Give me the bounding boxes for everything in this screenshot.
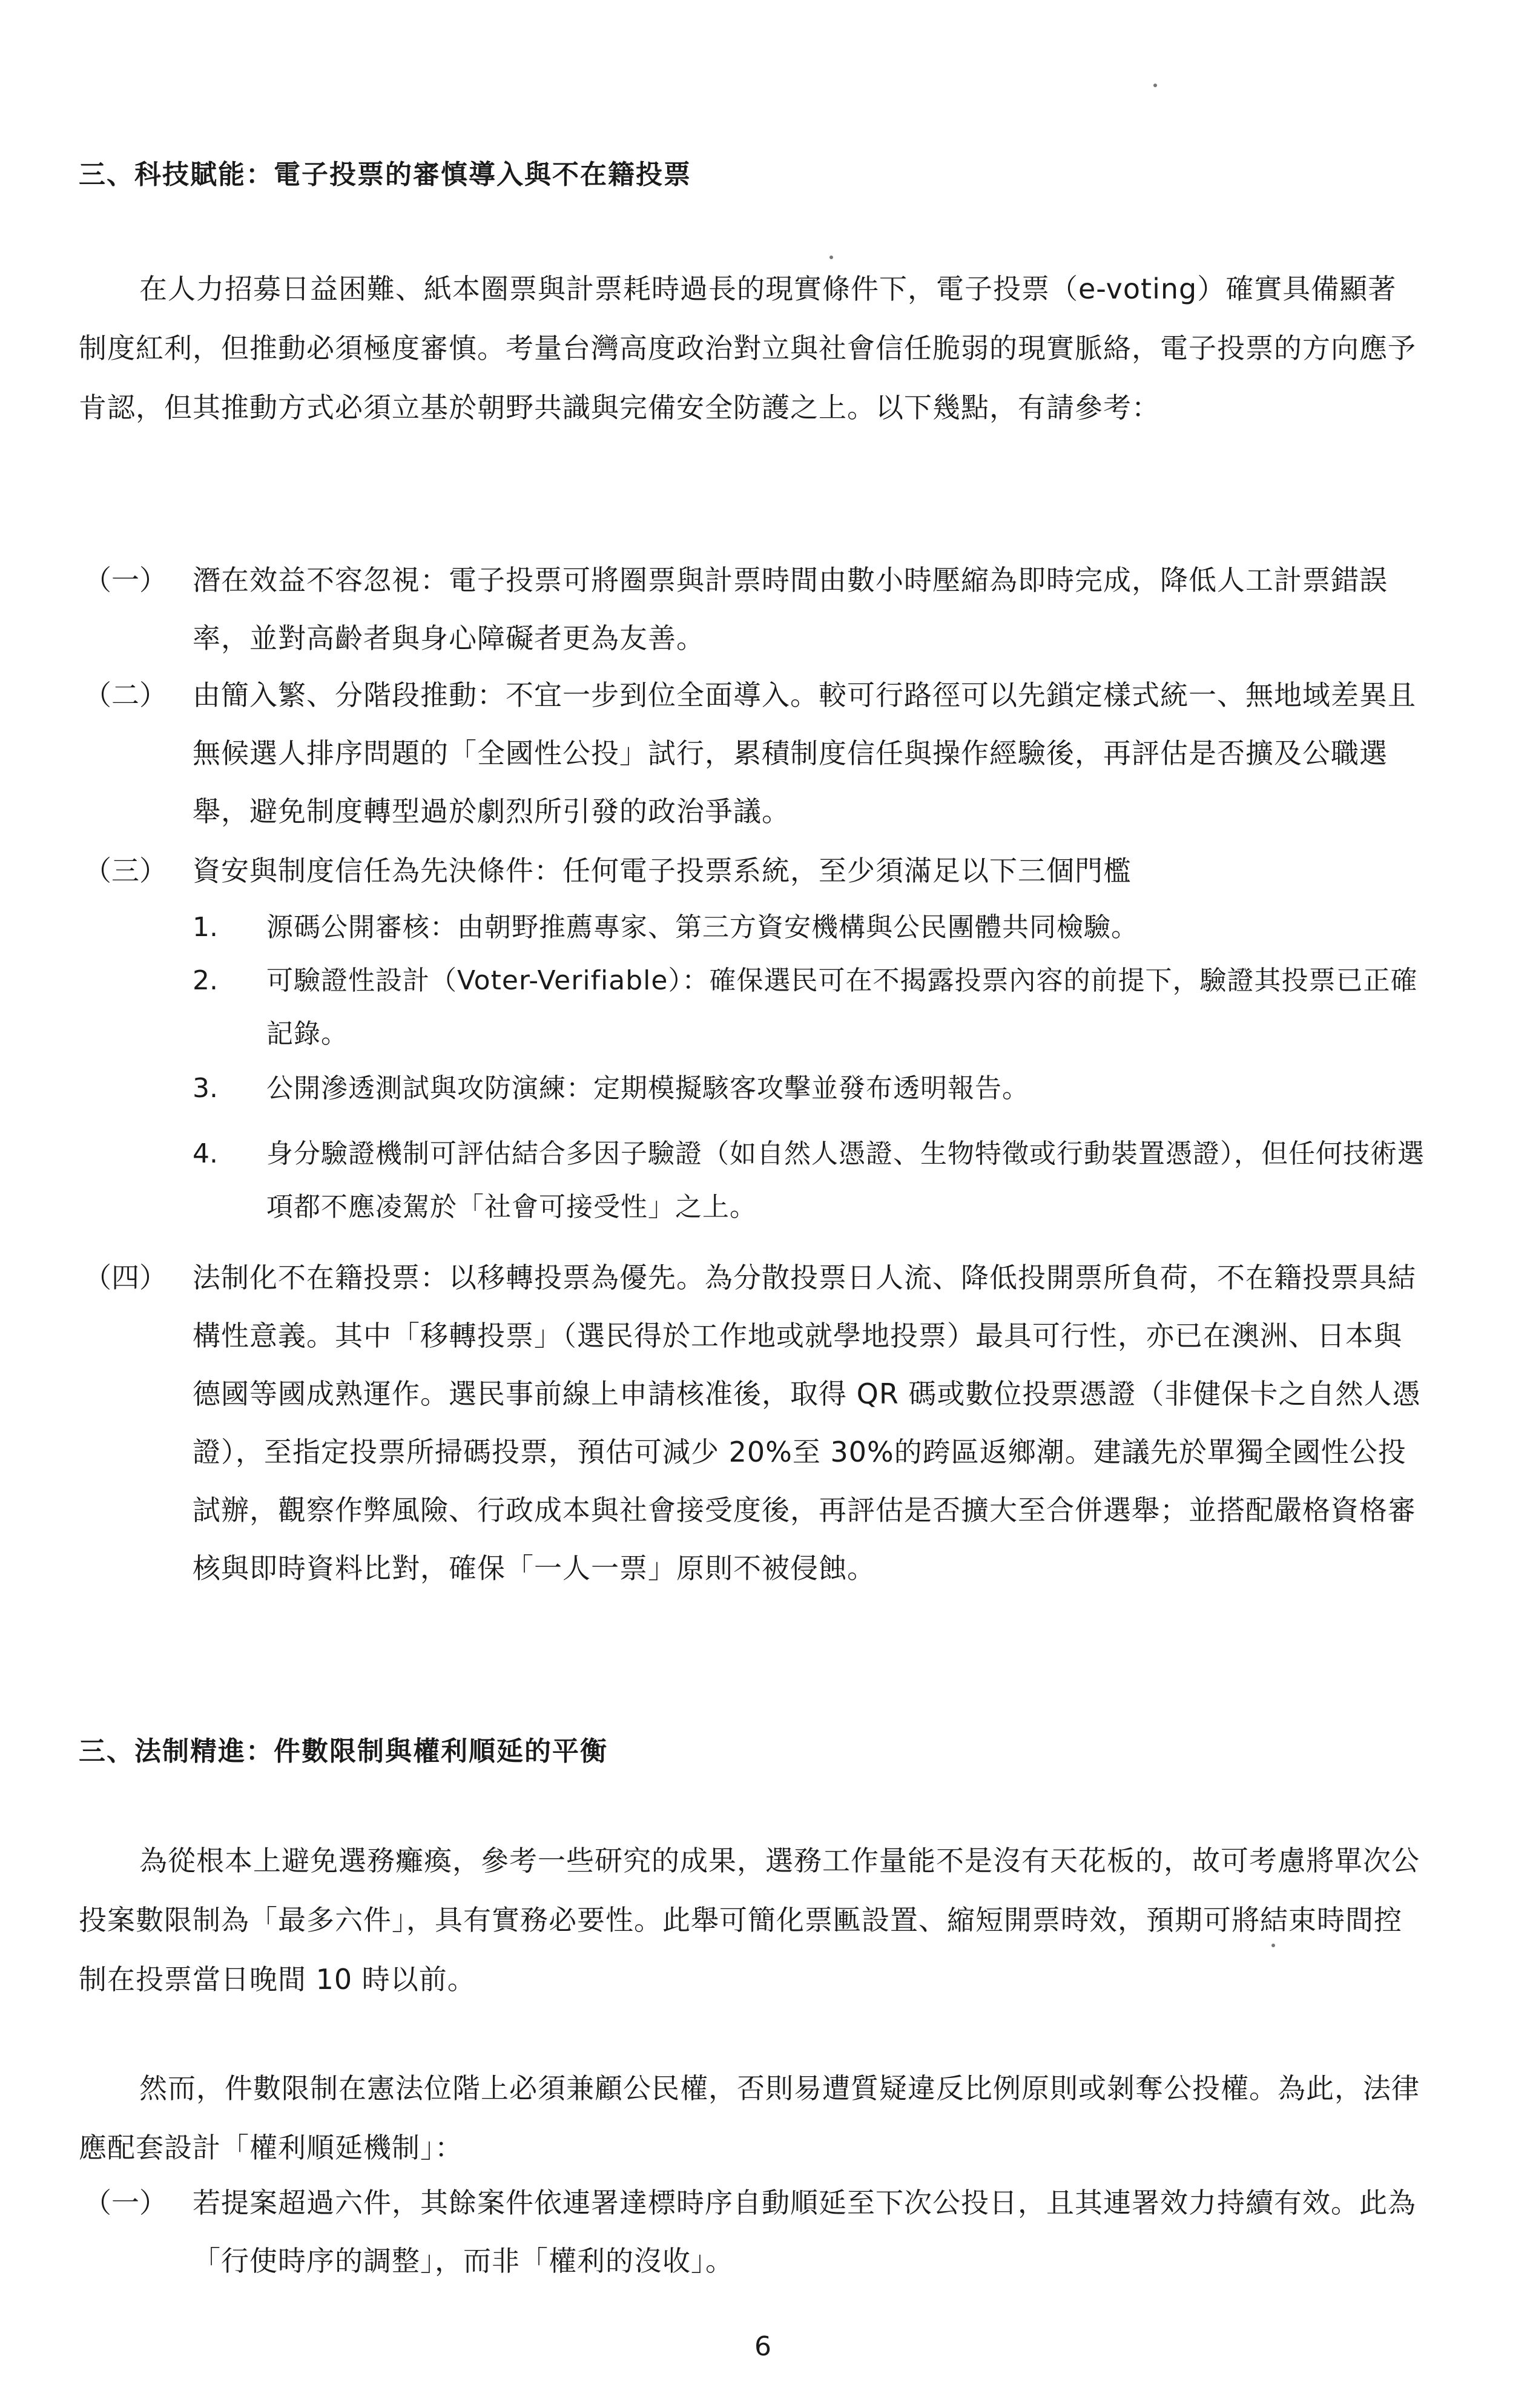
sub-item-text: 源碼公開審核：由朝野推薦專家、第三方資安機構與公民團體共同檢驗。 (266, 912, 1138, 943)
intro-paragraph (79, 259, 1423, 437)
item-text: 法制化不在籍投票：以移轉投票為優先。為分散投票日人流、降低投開票所負荷，不在籍投票具結構性意義。其中「移轉投票」（選民得於工作地或就學地投票）最具可行性，亦已在澳洲、日本與德國等國成熟運作。選民事前線上申請核准後，取得 QR 碼或數位投票憑證（非健保卡之自然人憑證），至指定投票所掃碼投票，預估可減少 20%至 30%的跨區返鄉潮。建議先於單獨全國性公投試辦，觀察作弊風險、行政成本與社會接受度後，再評估是否擴大至合併選舉；並搭配嚴格資格審核與即時資料比對，確保「一人一票」原則不被侵蝕。 (193, 1261, 1421, 1585)
page-number: 6 (754, 2331, 771, 2362)
scan-speck (1153, 84, 1157, 87)
section-heading: 三、法制精進：件數限制與權利順延的平衡 (79, 1736, 608, 1767)
item-text: 資安與制度信任為先決條件：任何電子投票系統，至少須滿足以下三個門檻 (193, 854, 1132, 887)
paragraph-text: 為從根本上避免選務癱瘓，參考一些研究的成果，選務工作量能不是沒有天花板的，故可考慮將單次公投案數限制為「最多六件」，具有實務必要性。此舉可簡化票匭設置、縮短開票時效，預期可將結束時間控制在投票當日晚間 10 時以前。 (79, 1844, 1420, 1996)
paragraph-text: 然而，件數限制在憲法位階上必須兼顧公民權，否則易遭質疑違反比例原則或剝奪公投權。為此，法律應配套設計「權利順延機制」： (79, 2072, 1420, 2164)
item-text: 若提案超過六件，其餘案件依連署達標時序自動順延至下次公投日，且其連署效力持續有效。此為「行使時序的調整」，而非「權利的沒收」。 (193, 2186, 1416, 2277)
sub-item-text: 身分驗證機制可評估結合多因子驗證（如自然人憑證、生物特徵或行動裝置憑證），但任何技術選項都不應凌駕於「社會可接受性」之上。 (266, 1138, 1425, 1222)
section-heading: 三、科技賦能：電子投票的審慎導入與不在籍投票 (79, 159, 691, 190)
sub-item-number: 2. (193, 965, 218, 996)
item-marker: （三） (84, 854, 167, 887)
item-text: 由簡入繁、分階段推動：不宜一步到位全面導入。較可行路徑可以先鎖定樣式統一、無地域差異且無候選人排序問題的「全國性公投」試行，累積制度信任與操作經驗後，再評估是否擴及公職選舉，避免制度轉型過於劇烈所引發的政治爭議。 (193, 679, 1416, 828)
sub-item-text: 可驗證性設計（Voter-Verifiable）：確保選民可在不揭露投票內容的前提下，驗證其投票已正確記錄。 (266, 965, 1418, 1049)
body-paragraph (79, 2059, 1423, 2177)
item-marker: （一） (84, 2186, 167, 2219)
item-marker: （一） (84, 564, 167, 596)
item-text: 潛在效益不容忽視：電子投票可將圈票與計票時間由數小時壓縮為即時完成，降低人工計票錯誤率，並對高齡者與身心障礙者更為友善。 (193, 564, 1388, 655)
sub-item-number: 4. (193, 1138, 218, 1169)
sub-item-number: 1. (193, 912, 218, 943)
item-marker: （四） (84, 1261, 167, 1294)
paragraph-text: 在人力招募日益困難、紙本圈票與計票耗時過長的現實條件下，電子投票（e-voting）確實具備顯著制度紅利，但推動必須極度審慎。考量台灣高度政治對立與社會信任脆弱的現實脈絡，電子投票的方向應予肯認，但其推動方式必須立基於朝野共識與完備安全防護之上。以下幾點，有請參考： (79, 272, 1416, 424)
body-paragraph (79, 1831, 1423, 2009)
sub-item-number: 3. (193, 1073, 218, 1104)
sub-item-text: 公開滲透測試與攻防演練：定期模擬駭客攻擊並發布透明報告。 (266, 1073, 1029, 1104)
item-marker: （二） (84, 679, 167, 711)
